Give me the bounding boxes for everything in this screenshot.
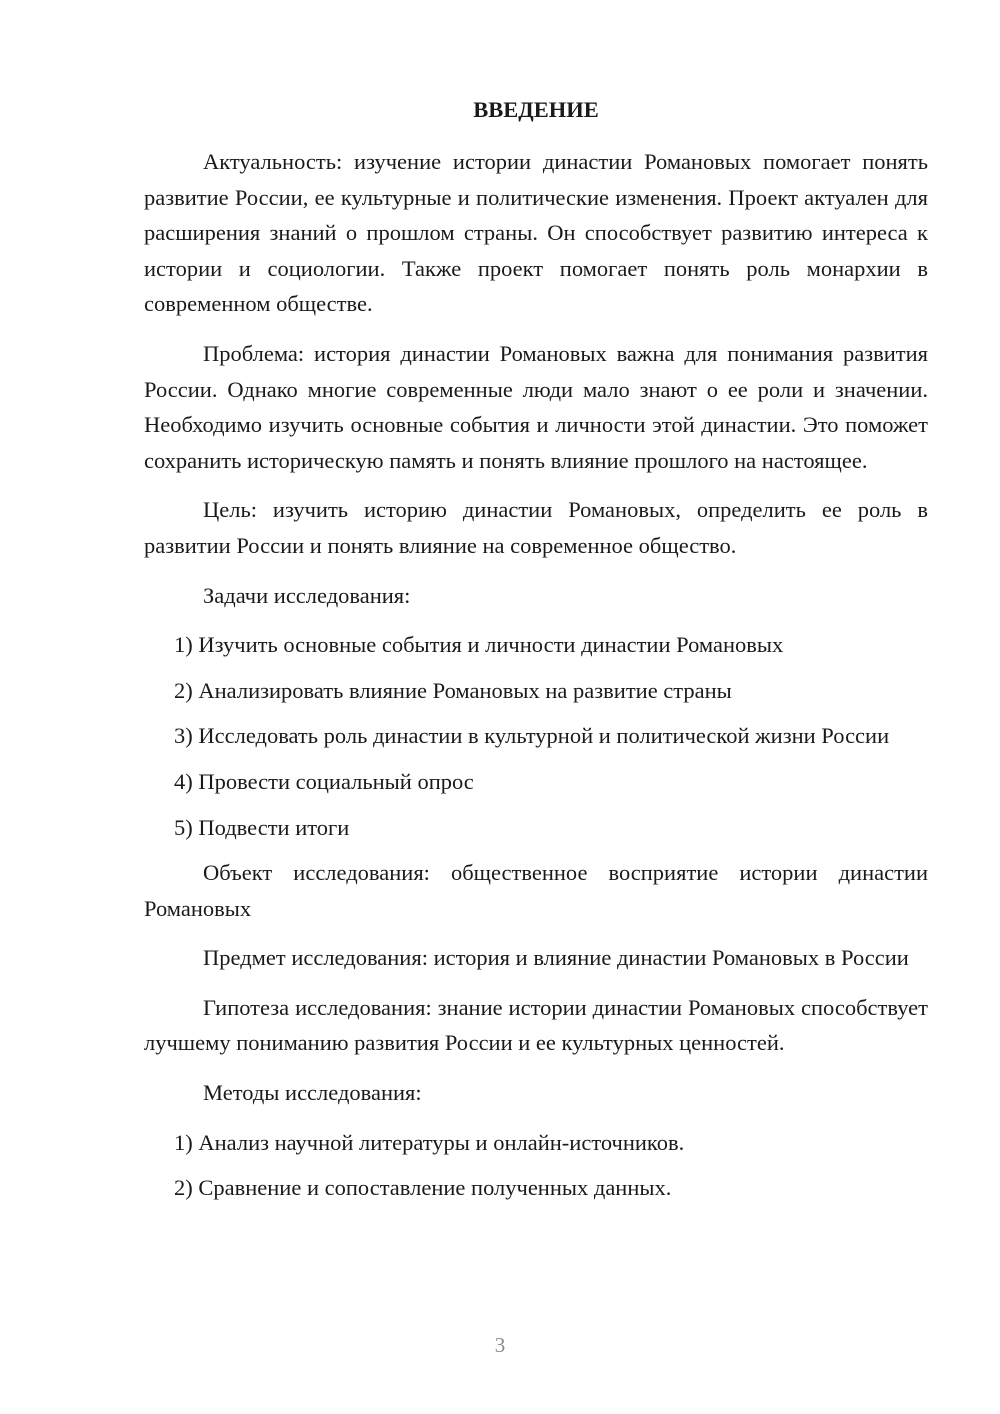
problem-paragraph: Проблема: история династии Романовых важна для понимания развития России. Однако многие современные люди мало знают о ее роли и значении. Необходимо изучить основные события и личности этой династии. Это поможет сохранить историческую память и понять влияние прошлого на настоящее. <box>144 340 928 473</box>
section-title: ВВЕДЕНИЕ <box>473 97 599 122</box>
task-item-1: 1) Изучить основные события и личности династии Романовых <box>174 632 784 658</box>
task-item-5: 5) Подвести итоги <box>174 814 350 840</box>
method-item-2: 2) Сравнение и сопоставление полученных данных. <box>174 1175 672 1201</box>
object-paragraph: Объект исследования: общественное восприятие истории династии Романовых <box>144 860 928 921</box>
relevance-paragraph: Актуальность: изучение истории династии Романовых помогает понять развитие России, ее культурные и политические изменения. Проект актуален для расширения знаний о прошлом страны. Он способствует развитию интереса к истории и социологии. Также проект помогает понять роль монархии в современном обществе. <box>144 149 928 317</box>
task-item-3: 3) Исследовать роль династии в культурной и политической жизни России <box>174 723 890 749</box>
task-item-2: 2) Анализировать влияние Романовых на развитие страны <box>174 677 732 703</box>
methods-heading: Методы исследования: <box>203 1080 422 1106</box>
subject-paragraph: Предмет исследования: история и влияние династии Романовых в России <box>203 945 909 971</box>
page-content <box>144 92 928 1216</box>
goal-paragraph: Цель: изучить историю династии Романовых, определить ее роль в развитии России и понять влияние на современное общество. <box>144 497 928 558</box>
hypothesis-paragraph: Гипотеза исследования: знание истории династии Романовых способствует лучшему пониманию развития России и ее культурных ценностей. <box>144 994 928 1056</box>
task-item-4: 4) Провести социальный опрос <box>174 768 474 794</box>
tasks-heading: Задачи исследования: <box>203 582 411 608</box>
page-number: 3 <box>494 1333 506 1357</box>
method-item-1: 1) Анализ научной литературы и онлайн-источников. <box>174 1129 685 1155</box>
